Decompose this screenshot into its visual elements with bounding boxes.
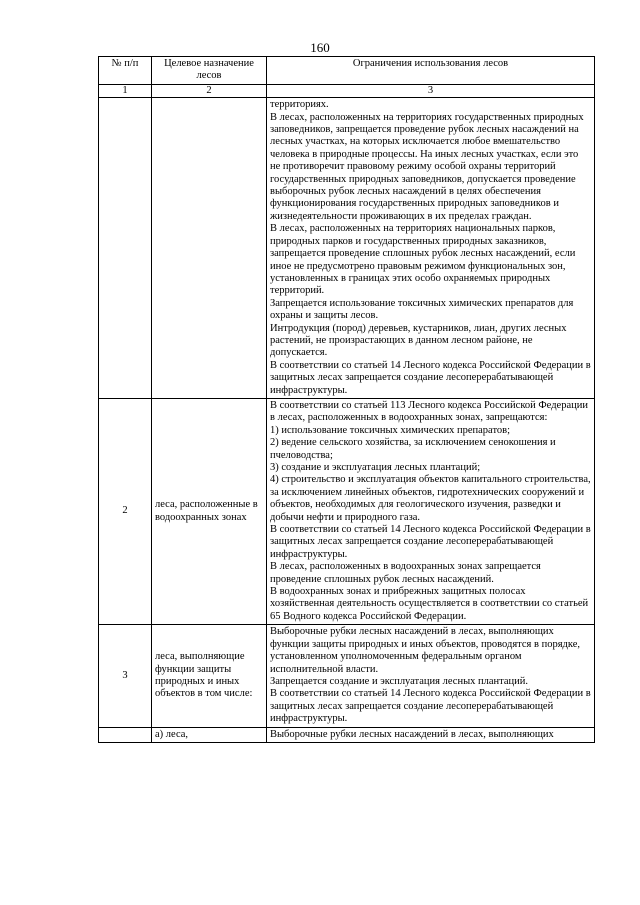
restriction-paragraph: Запрещается использование токсичных химических препаратов для охраны и защиты лесов. [270,297,574,322]
restriction-paragraph: В лесах, расположенных на территориях государственных природных заповедников, запрещается проведение рубок лесных насаждений на лесных участках, на которых исключается любое вмешательство человека в природные процессы. На иных лесных участках, если это не противоречит правовому режиму особой охраны территорий государственных природных заповедников, допускается проведение выборочных рубок лесных насаждений в целях обеспечения функционирования государственных природных заповедников и жизнедеятельности проживающих в их пределах граждан. [270,111,584,222]
restriction-paragraph: В водоохранных зонах и прибрежных защитных полосах хозяйственная деятельность осуществляется в соответствии со статьей 65 Водного кодекса Российской Федерации. [270,586,589,622]
restriction-paragraph: Интродукция (пород) деревьев, кустарников, лиан, других лесных растений, не произрастающих в данном лесном районе, не допускается. [270,322,567,359]
restriction-paragraph: В соответствии со статьей 14 Лесного кодекса Российской Федерации в защитных лесах запрещается создание лесоперерабатывающей инфраструктуры. [270,688,591,725]
restriction-paragraph: В соответствии со статьей 113 Лесного кодекса Российской Федерации в лесах, расположенных в водоохранных зонах, запрещаются: [270,399,588,424]
forest-restrictions-table [98,56,595,743]
page-number: 160 [310,40,330,55]
restriction-paragraph: 4) строительство и эксплуатация объектов капитального строительства, за исключением линейных объектов, гидротехнических сооружений и объектов, необходимых для геологического изучения, разведки и добычи нефти и природного газа. [270,474,591,523]
restriction-paragraph: территориях. [270,99,329,111]
restriction-paragraph: 3) создание и эксплуатация лесных плантаций; [270,462,481,473]
row-purpose: а) леса, [152,727,267,742]
column-number-3: 3 [267,84,595,97]
table-row [99,727,595,742]
restriction-paragraph: Запрещается создание и эксплуатация лесных плантаций. [270,675,528,687]
table-row [99,398,595,624]
row-purpose: леса, расположенные в водоохранных зонах [152,398,267,624]
restriction-paragraph: 2) ведение сельского хозяйства, за исключением сенокошения и пчеловодства; [270,437,556,461]
row-purpose: леса, выполняющие функции защиты природных и иных объектов в том числе: [152,625,267,727]
restriction-paragraph: В соответствии со статьей 14 Лесного кодекса Российской Федерации в защитных лесах запрещается создание лесоперерабатывающей инфраструктуры. [270,359,591,396]
row-restrictions [267,398,595,624]
row-number [99,727,152,742]
header-restrictions: Ограничения использования лесов [267,57,595,85]
restriction-paragraph: Выборочные рубки лесных насаждений в лесах, выполняющих [270,728,554,740]
header-number: № п/п [99,57,152,85]
header-purpose: Целевое назначение лесов [152,57,267,85]
row-number [99,98,152,399]
restriction-paragraph: Выборочные рубки лесных насаждений в лесах, выполняющих функции защиты природных и иных объектов, проводятся в порядке, установленном уполномоченным федеральным органом исполнительной власти. [270,626,581,675]
row-restrictions [267,625,595,727]
table-row [99,625,595,727]
row-purpose [152,98,267,399]
restriction-paragraph: В лесах, расположенных на территориях национальных парков, природных парков и государственных природных заказников, запрещается проведение сплошных рубок лесных насаждений, если иное не предусмотрено правовым режимом функциональных зон, установленных в границах этих особо охраняемых природных территорий. [270,223,576,297]
column-number-1: 1 [99,84,152,97]
restriction-paragraph: В соответствии со статьей 14 Лесного кодекса Российской Федерации в защитных лесах запрещается создание лесоперерабатывающей инфраструктуры. [270,524,591,560]
row-restrictions [267,727,595,742]
restriction-paragraph: 1) использование токсичных химических препаратов; [270,424,511,436]
header-row [99,57,595,85]
restriction-paragraph: В лесах, расположенных в водоохранных зонах запрещается проведение сплошных рубок лесных насаждений. [270,561,541,585]
row-number: 2 [99,398,152,624]
column-number-2: 2 [152,84,267,97]
table-row [99,98,595,399]
row-restrictions [267,98,595,399]
column-number-row [99,84,595,97]
row-number: 3 [99,625,152,727]
